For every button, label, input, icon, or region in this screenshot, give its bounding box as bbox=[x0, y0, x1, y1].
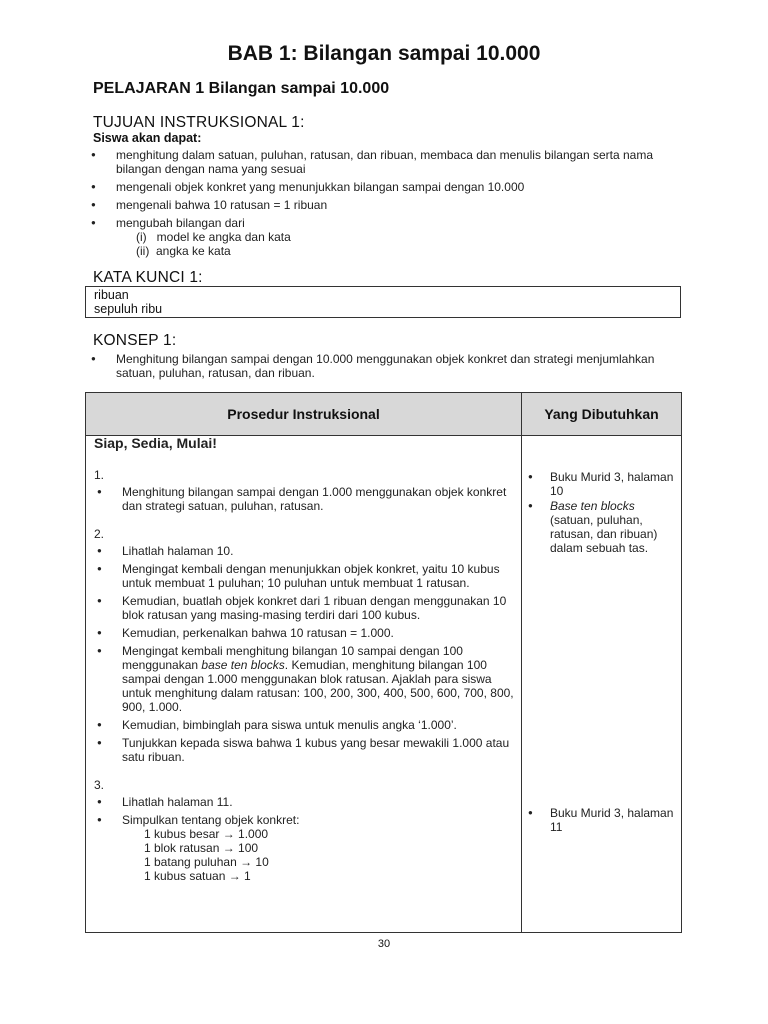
step-number: 3. bbox=[94, 778, 105, 792]
step-item: ● Mengingat kembali menghitung bilangan 10 sampai dengan 100 menggunakan base ten blocks. Kemudian, menghitung bilangan 100 sampai dengan 1.000 menggunakan blok ratusan. Ajaklah para siswa untuk menghitung dalam ratusan: 100, 200, 300, 400, 500, 600, 700, 800, 900, 1.000. bbox=[94, 644, 514, 714]
step-item: ● Kemudian, buatlah objek konkret dari 1 ribuan dengan menggunakan 10 blok ratusan yang masing-masing terdiri dari 100 kubus. bbox=[94, 594, 514, 622]
step-item: ● Mengingat kembali dengan menunjukkan objek konkret, yaitu 10 kubus untuk membuat 1 puluhan; 10 puluhan untuk membuat 1 ratusan. bbox=[94, 562, 514, 590]
table-header bbox=[86, 393, 681, 436]
keywords-heading: KATA KUNCI 1: bbox=[93, 269, 203, 286]
concept-heading: KONSEP 1: bbox=[93, 332, 177, 349]
page-number: 30 bbox=[377, 938, 391, 950]
start-label: Siap, Sedia, Mulai! bbox=[94, 435, 217, 451]
keyword: sepuluh ribu bbox=[94, 302, 163, 316]
needs-item: ● Buku Murid 3, halaman 11 bbox=[528, 806, 676, 834]
conclusion-line: 1 blok ratusan → 100 bbox=[144, 841, 259, 855]
objectives-intro: Siswa akan dapat: bbox=[93, 131, 202, 145]
italic-term: Base ten blocks bbox=[550, 499, 635, 513]
procedure-table bbox=[85, 392, 682, 933]
step-item: ● Kemudian, bimbinglah para siswa untuk menulis angka ‘1.000’. bbox=[94, 718, 514, 732]
list-item: ● mengenali objek konkret yang menunjukkan bilangan sampai dengan 10.000 bbox=[91, 180, 681, 194]
italic-term: base ten blocks bbox=[201, 658, 285, 672]
objectives-list bbox=[91, 148, 681, 258]
step-number: 1. bbox=[94, 468, 105, 482]
column-divider bbox=[521, 393, 522, 932]
conclusion-line: 1 batang puluhan → 10 bbox=[144, 855, 269, 869]
step-item: ● Simpulkan tentang objek konkret: bbox=[94, 813, 514, 827]
step-item: ● Kemudian, perkenalkan bahwa 10 ratusan = 1.000. bbox=[94, 626, 514, 640]
concept-list bbox=[91, 352, 681, 384]
chapter-title: BAB 1: Bilangan sampai 10.000 bbox=[227, 42, 541, 65]
sub-item: (i) model ke angka dan kata bbox=[136, 230, 291, 244]
step-item: ● Lihatlah halaman 10. bbox=[94, 544, 514, 558]
list-item: ● mengubah bilangan dari bbox=[91, 216, 681, 230]
keyword: ribuan bbox=[94, 288, 129, 302]
needs-item: ● Buku Murid 3, halaman 10 bbox=[528, 470, 676, 498]
step-item: ● Lihatlah halaman 11. bbox=[94, 795, 514, 809]
lesson-title: PELAJARAN 1 Bilangan sampai 10.000 bbox=[93, 80, 390, 97]
sub-item: (ii) angka ke kata bbox=[136, 244, 231, 258]
conclusion-line: 1 kubus besar → 1.000 bbox=[144, 827, 269, 841]
step-number: 2. bbox=[94, 527, 105, 541]
procedure-column bbox=[94, 436, 514, 883]
needs-item: ● Base ten blocks (satuan, puluhan, ratusan, dan ribuan) dalam sebuah tas. bbox=[528, 499, 676, 555]
list-item: ● Menghitung bilangan sampai dengan 10.000 menggunakan objek konkret dan strategi menjumlahkan satuan, puluhan, ratusan, dan ribuan. bbox=[91, 352, 681, 380]
objectives-heading: TUJUAN INSTRUKSIONAL 1: bbox=[93, 114, 305, 131]
column-header-procedure: Prosedur Instruksional bbox=[227, 406, 380, 422]
conclusion-line: 1 kubus satuan → 1 bbox=[144, 869, 251, 883]
keywords-box bbox=[85, 286, 681, 318]
column-header-needs: Yang Dibutuhkan bbox=[544, 406, 659, 422]
step-item: ● Tunjukkan kepada siswa bahwa 1 kubus yang besar mewakili 1.000 atau satu ribuan. bbox=[94, 736, 514, 764]
list-item: ● menghitung dalam satuan, puluhan, ratusan, dan ribuan, membaca dan menulis bilangan serta nama bilangan dengan nama yang sesuai bbox=[91, 148, 681, 176]
list-item: ● mengenali bahwa 10 ratusan = 1 ribuan bbox=[91, 198, 681, 212]
needs-column bbox=[528, 436, 676, 835]
step-item: ● Menghitung bilangan sampai dengan 1.000 menggunakan objek konkret dan strategi satuan, puluhan, ratusan. bbox=[94, 485, 514, 513]
